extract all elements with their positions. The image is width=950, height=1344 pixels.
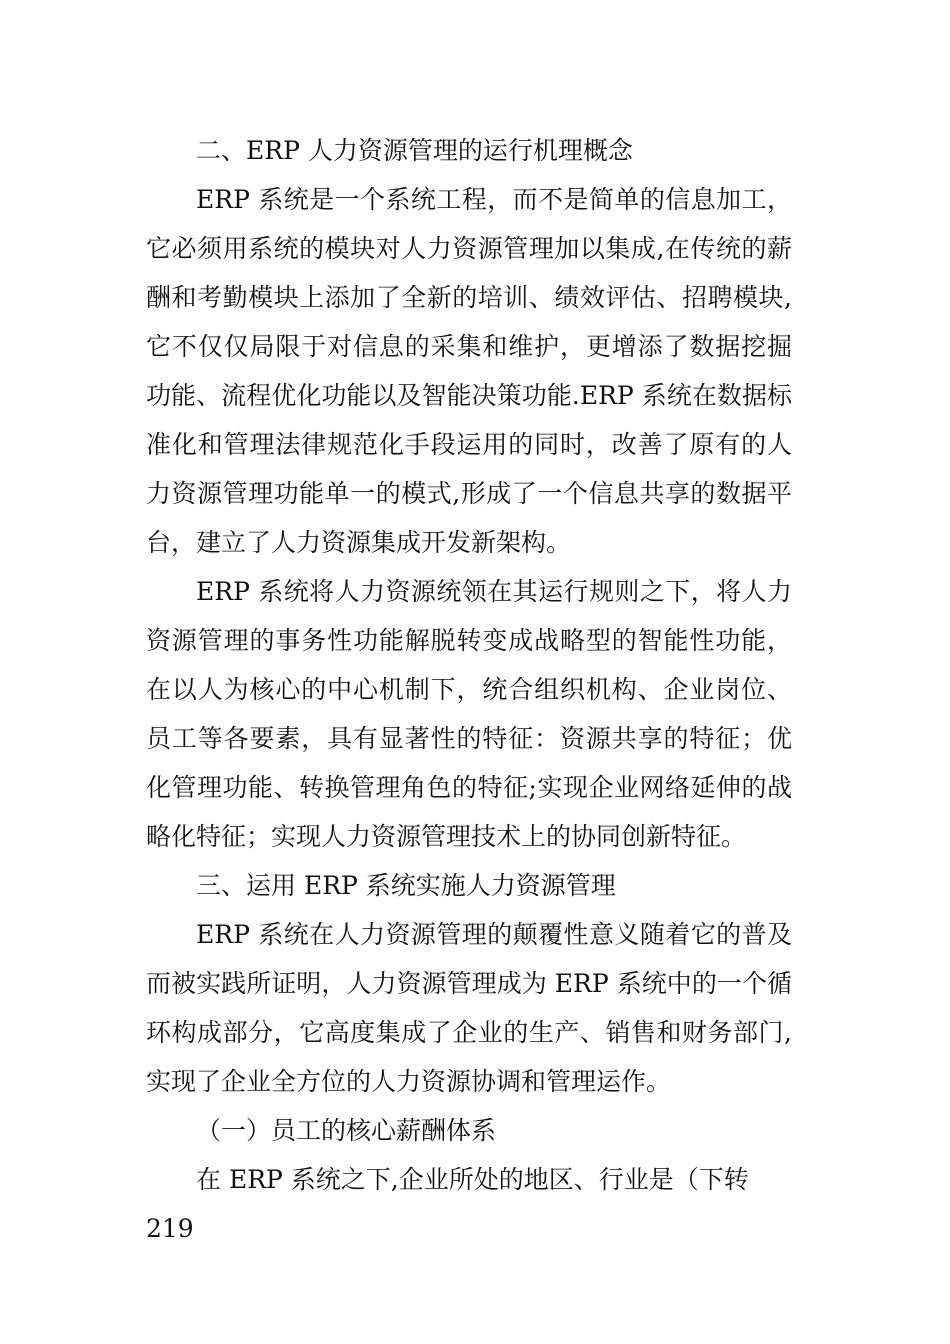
paragraph-continued: 在 ERP 系统之下,企业所处的地区、行业是（下转 219 (146, 1165, 749, 1243)
document-body (146, 126, 792, 1253)
subsection-heading-1: （一）员工的核心薪酬体系 (196, 1116, 497, 1145)
section-heading-3: 三、运用 ERP 系统实施人力资源管理 (196, 871, 616, 900)
paragraph-erp-features: ERP 系统将人力资源统领在其运行规则之下，将人力资源管理的事务性功能解脱转变成战略型的智能性功能，在以人为核心的中心机制下，统合组织机构、企业岗位、员工等各要素，具有显著性的特征：资源共享的特征；优化管理功能、转换管理角色的特征;实现企业网络延伸的战略化特征；实现人力资源管理技术上的协同创新特征。 (146, 577, 792, 851)
paragraph-erp-significance: ERP 系统在人力资源管理的颠覆性意义随着它的普及而被实践所证明，人力资源管理成为 ERP 系统中的一个循环构成部分，它高度集成了企业的生产、销售和财务部门,实现了企业全方位的人力资源协调和管理运作。 (146, 920, 792, 1096)
paragraph-erp-system-overview: ERP 系统是一个系统工程，而不是简单的信息加工，它必须用系统的模块对人力资源管理加以集成,在传统的薪酬和考勤模块上添加了全新的培训、绩效评估、招聘模块,它不仅仅局限于对信息的采集和维护，更增添了数据挖掘功能、流程优化功能以及智能决策功能.ERP 系统在数据标准化和管理法律规范化手段运用的同时，改善了原有的人力资源管理功能单一的模式,形成了一个信息共享的数据平台，建立了人力资源集成开发新架构。 (146, 185, 792, 557)
section-heading-2: 二、ERP 人力资源管理的运行机理概念 (196, 136, 633, 165)
